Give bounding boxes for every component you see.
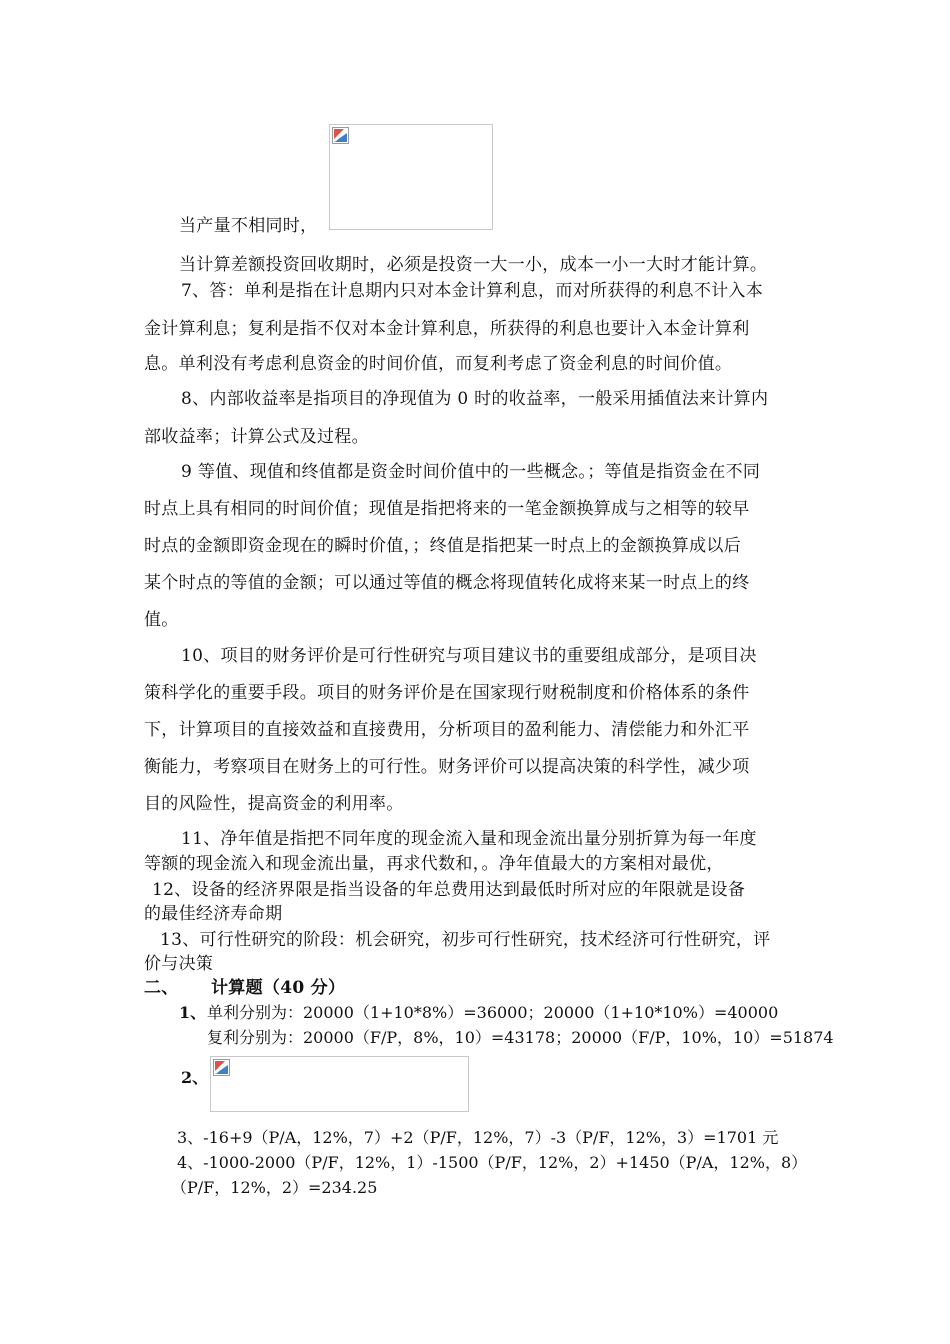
answer11-line-2: 等额的现金流入和现金流出量，再求代数和，。净年值最大的方案相对最优，	[144, 854, 724, 874]
answer9-line-4: 某个时点的等值的金额；可以通过等值的概念将现值转化成将来某一时点上的终	[144, 573, 750, 593]
answer12-line-1: 12、设备的经济界限是指当设备的年总费用达到最低时所对应的年限就是设备	[152, 880, 746, 900]
broken-image-icon	[332, 127, 349, 144]
calc1-line-2: 复利分别为：20000（F/P，8%，10）=43178；20000（F/P，10%，10）=51874	[207, 1028, 834, 1047]
answer10-line-1: 10、项目的财务评价是可行性研究与项目建议书的重要组成部分，是项目决	[181, 646, 757, 666]
answer7-line-3: 息。单利没有考虑利息资金的时间价值，而复利考虑了资金利息的时间价值。	[144, 354, 733, 374]
answer8-line-2: 部收益率；计算公式及过程。	[144, 427, 369, 447]
answer8-line-1: 8、内部收益率是指项目的净现值为 0 时的收益率，一般采用插值法来计算内	[181, 389, 769, 409]
calc4-line-2: （P/F，12%，2）=234.25	[171, 1178, 378, 1197]
answer13-line-1: 13、可行性研究的阶段：机会研究，初步可行性研究，技术经济可行性研究，评	[160, 930, 771, 950]
calc4-line-1: 4、-1000-2000（P/F，12%，1）-1500（P/F，12%，2）+1450（P/A，12%，8）	[177, 1153, 808, 1172]
section6-label: 当产量不相同时，	[179, 216, 318, 236]
formula-image-placeholder-2	[210, 1056, 469, 1112]
answer9-line-3: 时点的金额即资金现在的瞬时价值，；终值是指把某一时点上的金额换算成以后	[144, 536, 741, 556]
answer10-line-5: 目的风险性，提高资金的利用率。	[144, 794, 404, 814]
section2-title: 计算题（40 分）	[211, 978, 346, 998]
answer13-line-2: 价与决策	[144, 954, 214, 974]
answer10-line-3: 下，计算项目的直接效益和直接费用，分析项目的盈利能力、清偿能力和外汇平	[144, 720, 750, 740]
calc2-number: 2、	[181, 1068, 209, 1087]
answer7-line-2: 金计算利息；复利是指不仅对本金计算利息，所获得的利息也要计入本金计算利	[144, 319, 750, 339]
section6-note: 当计算差额投资回收期时，必须是投资一大一小，成本一小一大时才能计算。	[179, 255, 768, 275]
calc3-line: 3、-16+9（P/A，12%，7）+2（P/F，12%，7）-3（P/F，12%，3）=1701 元	[177, 1128, 779, 1147]
formula-image-placeholder-1	[329, 124, 493, 230]
broken-image-icon	[213, 1059, 230, 1076]
answer11-line-1: 11、净年值是指把不同年度的现金流入量和现金流出量分别折算为每一年度	[181, 829, 757, 849]
answer9-line-1: 9 等值、现值和终值都是资金时间价值中的一些概念。；等值是指资金在不同	[181, 462, 761, 482]
answer7-line-1: 7、答：单利是指在计息期内只对本金计算利息，而对所获得的利息不计入本	[181, 281, 764, 301]
answer10-line-2: 策科学化的重要手段。项目的财务评价是在国家现行财税制度和价格体系的条件	[144, 683, 750, 703]
answer9-line-2: 时点上具有相同的时间价值；现值是指把将来的一笔金额换算成与之相等的较早	[144, 499, 750, 519]
calc1-number: 1、	[179, 1003, 207, 1022]
answer12-line-2: 的最佳经济寿命期	[144, 904, 283, 924]
answer10-line-4: 衡能力，考察项目在财务上的可行性。财务评价可以提高决策的科学性，减少项	[144, 757, 750, 777]
section2-number: 二、	[144, 978, 179, 998]
calc1-line-1: 单利分别为：20000（1+10*8%）=36000；20000（1+10*10%）=40000	[207, 1003, 779, 1022]
answer9-line-5: 值。	[144, 610, 179, 630]
